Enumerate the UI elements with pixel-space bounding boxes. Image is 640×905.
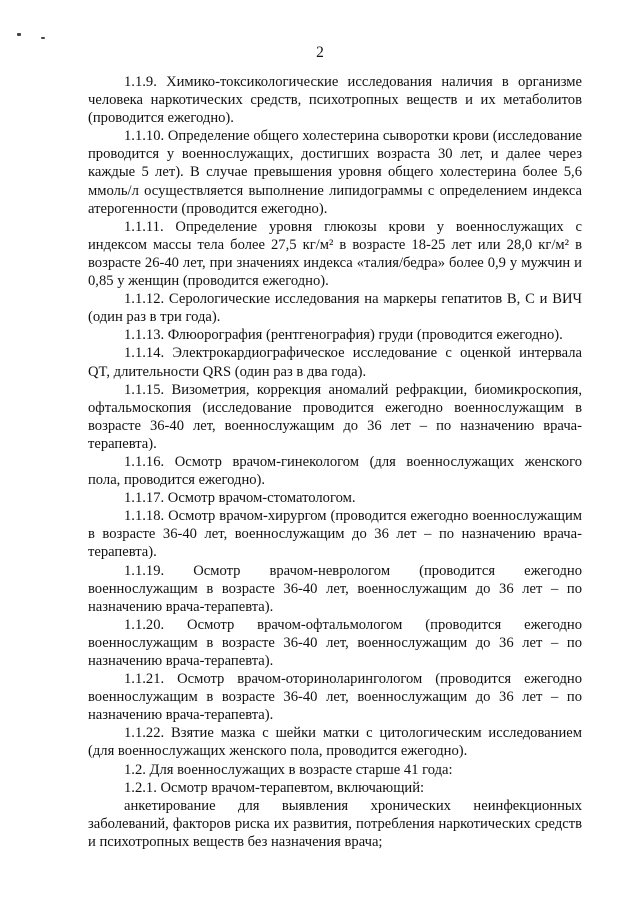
document-body	[88, 73, 582, 851]
paragraph-1-1-17: 1.1.17. Осмотр врачом-стоматологом.	[124, 490, 356, 507]
paragraph-1-1-14: 1.1.14. Электрокардиографическое исследование с оценкой интервала QT, длительности QRS (один раз в два года).	[88, 345, 582, 380]
paragraph-1-1-16: 1.1.16. Осмотр врачом-гинекологом (для военнослужащих женского пола, проводится ежегодно).	[88, 453, 582, 489]
paragraph-1-1-20: 1.1.20. Осмотр врачом-офтальмологом (проводится ежегодно военнослужащим в возрасте 36-40 лет, военнослужащим до 36 лет – по назначению врача-терапевта).	[88, 616, 582, 669]
paragraph-1-1-13: 1.1.13. Флюорография (рентгенография) груди (проводится ежегодно).	[124, 327, 563, 344]
paragraph-1-1-22: 1.1.22. Взятие мазка с шейки матки с цитологическим исследованием (для военнослужащих женского пола, проводится ежегодно).	[88, 725, 582, 760]
paragraph-1-1-21: 1.1.21. Осмотр врачом-оториноларингологом (проводится ежегодно военнослужащим в возрасте 36-40 лет, военнослужащим до 36 лет – по назначению врача-терапевта).	[88, 671, 582, 724]
paragraph-questionnaire: анкетирование для выявления хронических неинфекционных заболеваний, факторов риска их развития, потребления наркотических средств и психотропных веществ без назначения врача;	[88, 797, 582, 850]
paragraph-1-2: 1.2. Для военнослужащих в возрасте старше 41 года:	[124, 761, 453, 778]
scan-artifact	[17, 33, 21, 36]
page-number: 2	[316, 44, 324, 61]
paragraph-1-1-9: 1.1.9. Химико-токсикологические исследования наличия в организме человека наркотических средств, психотропных веществ и их метаболитов (проводится ежегодно).	[88, 74, 582, 127]
paragraph-1-1-19: 1.1.19. Осмотр врачом-неврологом (проводится ежегодно военнослужащим в возрасте 36-40 лет, военнослужащим до 36 лет – по назначению врача-терапевта).	[88, 562, 582, 615]
paragraph-1-1-11: 1.1.11. Определение уровня глюкозы крови у военнослужащих с индексом массы тела более 27,5 кг/м² в возрасте 18-25 лет или 28,0 кг/м² в возрасте 26-40 лет, при значениях индекса «талия/бедра» более 0,9 у мужчин и 0,85 у женщин (проводится ежегодно).	[88, 218, 582, 290]
paragraph-1-2-1: 1.2.1. Осмотр врачом-терапевтом, включающий:	[124, 779, 425, 796]
paragraph-1-1-12: 1.1.12. Серологические исследования на маркеры гепатитов В, С и ВИЧ (один раз в три года).	[88, 291, 582, 326]
paragraph-1-1-10: 1.1.10. Определение общего холестерина сыворотки крови (исследование проводится у военнослужащих, достигших возраста 30 лет, и далее через каждые 5 лет). В случае превышения уровня общего холестерина более 5,6 ммоль/л осуществляется выполнение липидограммы с определением индекса атерогенности (проводится ежегодно).	[88, 128, 582, 217]
paragraph-1-1-18: 1.1.18. Осмотр врачом-хирургом (проводится ежегодно военнослужащим в возрасте 36-40 лет, военнослужащим до 36 лет – по назначению врача-терапевта).	[88, 508, 582, 561]
paragraph-1-1-15: 1.1.15. Визометрия, коррекция аномалий рефракции, биомикроскопия, офтальмоскопия (исследование проводится ежегодно военнослужащим в возрасте 36-40 лет, военнослужащим до 36 лет – по назначению врача-терапевта).	[88, 381, 582, 452]
scan-artifact	[41, 37, 45, 39]
